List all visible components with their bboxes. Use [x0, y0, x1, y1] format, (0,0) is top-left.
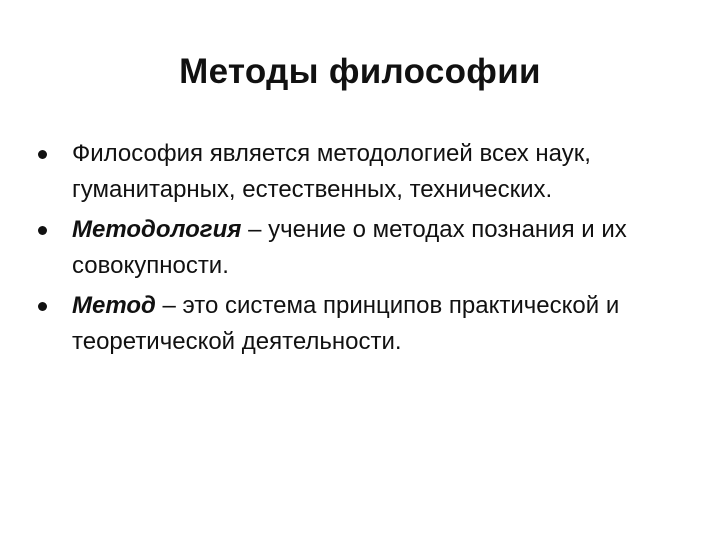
bullet-item-philosophy	[38, 136, 658, 208]
bullet-term: Метод	[72, 292, 156, 319]
bullet-text: – это система принципов практической и теоретической деятельности.	[72, 292, 620, 355]
bullet-text: Философия является методологией всех наук, гуманитарных, естественных, технических.	[72, 140, 591, 203]
bullet-icon	[38, 226, 47, 235]
bullet-term: Методология	[72, 216, 242, 243]
bullet-text: – учение о методах познания и их совокупности.	[72, 216, 627, 279]
bullet-item-methodology	[38, 212, 658, 284]
bullet-item-method	[38, 288, 658, 360]
bullet-icon	[38, 302, 47, 311]
slide-title: Методы философии	[179, 52, 541, 91]
bullet-list	[38, 136, 658, 364]
bullet-icon	[38, 150, 47, 159]
